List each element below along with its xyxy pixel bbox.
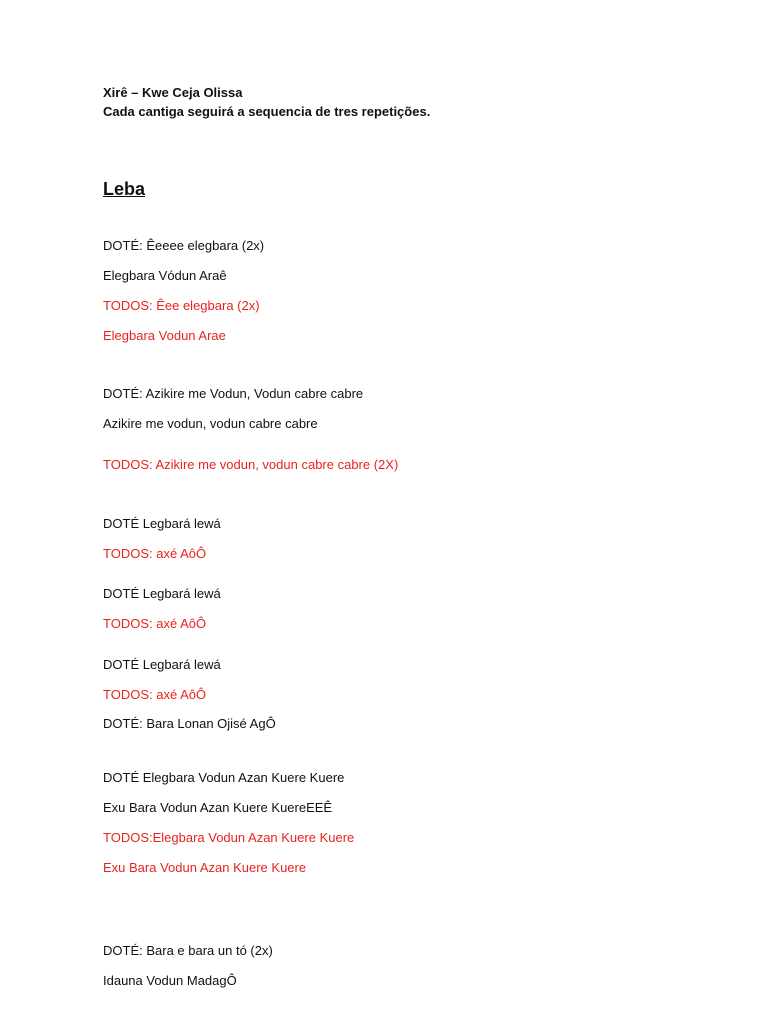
song-line-chorus: TODOS:Elegbara Vodun Azan Kuere Kuere — [103, 830, 355, 845]
song-line-chorus: TODOS: Êee elegbara (2x) — [103, 298, 260, 313]
song-line: DOTÉ: Bara e bara un tó (2x) — [103, 943, 273, 958]
song-line: DOTÉ: Êeeee elegbara (2x) — [103, 238, 265, 253]
document-title: Xirê – Kwe Ceja Olissa — [103, 85, 243, 100]
song-line: DOTÉ: Bara Lonan Ojisé AgÔ — [103, 716, 276, 731]
song-line: DOTÉ Legbará lewá — [103, 657, 221, 672]
song-line: Azikire me vodun, vodun cabre cabre — [103, 416, 318, 431]
song-line-chorus: Exu Bara Vodun Azan Kuere Kuere — [103, 860, 307, 875]
song-line-chorus: TODOS: Azikire me vodun, vodun cabre cabre (2X) — [103, 457, 399, 472]
song-line: DOTÉ Elegbara Vodun Azan Kuere Kuere — [103, 770, 345, 785]
song-line: Elegbara Vódun Araê — [103, 268, 227, 283]
song-line: DOTÉ Legbará lewá — [103, 586, 221, 601]
song-line: DOTÉ: Azikire me Vodun, Vodun cabre cabre — [103, 386, 364, 401]
song-line: DOTÉ Legbará lewá — [103, 516, 221, 531]
song-line-chorus: TODOS: axé AôÔ — [103, 616, 207, 631]
song-line: Exu Bara Vodun Azan Kuere KuereEEÊ — [103, 800, 333, 815]
song-line-chorus: Elegbara Vodun Arae — [103, 328, 226, 343]
document-subtitle: Cada cantiga seguirá a sequencia de tres repetições. — [103, 104, 431, 119]
song-line-chorus: TODOS: axé AôÔ — [103, 546, 207, 561]
song-line: Idauna Vodun MadagÔ — [103, 973, 237, 988]
section-title: Leba — [103, 179, 146, 199]
song-line-chorus: TODOS: axé AôÔ — [103, 687, 207, 702]
